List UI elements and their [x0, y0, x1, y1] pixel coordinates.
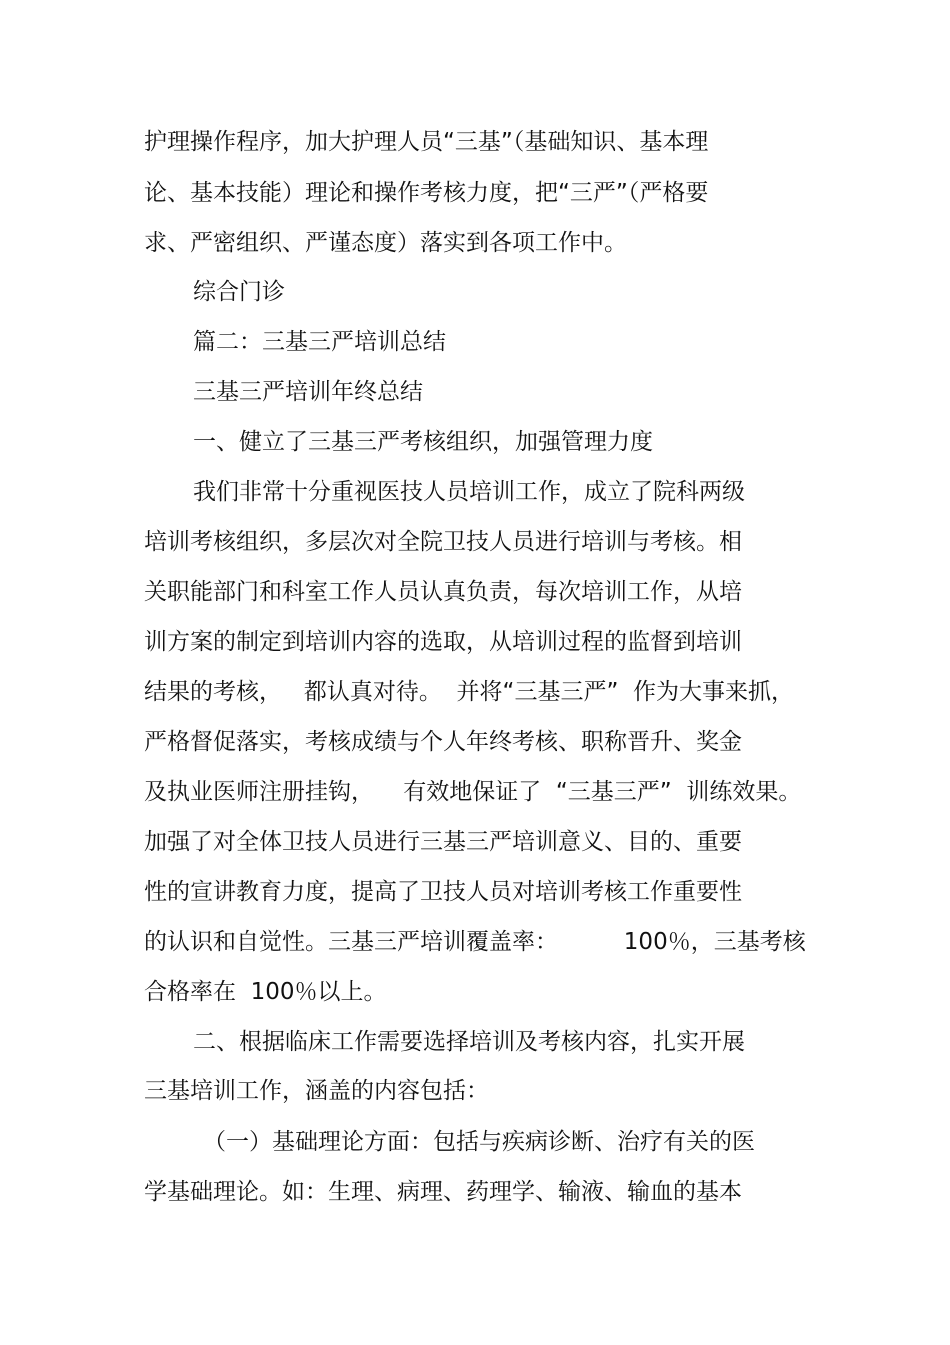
text-line: 关职能部门和科室工作人员认真负责，每次培训工作，从培 — [144, 579, 742, 605]
text-line: 我们非常十分重视医技人员培训工作，成立了院科两级 — [193, 479, 745, 505]
text-line: 护理操作程序，加大护理人员“三基”（基础知识、基本理 — [144, 129, 709, 155]
section-heading: 一、健立了三基三严考核组织，加强管理力度 — [193, 429, 653, 455]
subsection-heading: （一）基础理论方面：包括与疾病诊断、治疗有关的医 — [203, 1129, 755, 1155]
text-line: 三基培训工作，涵盖的内容包括： — [144, 1078, 489, 1104]
text-line: 加强了对全体卫技人员进行三基三严培训意义、目的、重要 — [144, 829, 742, 855]
text-line: 培训考核组织，多层次对全院卫技人员进行培训与考核。相 — [144, 529, 742, 555]
text-line: 结果的考核， 都认真对待。 并将“三基三严” 作为大事来抓， — [144, 679, 795, 705]
text-line: 论、基本技能）理论和操作考核力度，把“三严”（严格要 — [144, 180, 709, 206]
text-line: 的认识和自觉性。三基三严培训覆盖率： 100％，三基考核 — [144, 929, 806, 955]
text-line: 严格督促落实，考核成绩与个人年终考核、职称晋升、奖金 — [144, 729, 742, 755]
text-line: 合格率在 100％以上。 — [144, 979, 387, 1005]
section-heading: 篇二：三基三严培训总结 — [193, 329, 446, 355]
section-heading: 二、根据临床工作需要选择培训及考核内容，扎实开展 — [193, 1029, 745, 1055]
text-line: 学基础理论。如：生理、病理、药理学、输液、输血的基本 — [144, 1179, 742, 1205]
section-heading: 综合门诊 — [193, 279, 285, 305]
text-line: 性的宣讲教育力度，提高了卫技人员对培训考核工作重要性 — [144, 879, 742, 905]
text-line: 求、严密组织、严谨态度）落实到各项工作中。 — [144, 230, 627, 256]
text-line: 及执业医师注册挂钩， 有效地保证了 “三基三严” 训练效果。 — [144, 779, 802, 805]
document-title: 三基三严培训年终总结 — [193, 379, 423, 405]
text-line: 训方案的制定到培训内容的选取，从培训过程的监督到培训 — [144, 629, 742, 655]
